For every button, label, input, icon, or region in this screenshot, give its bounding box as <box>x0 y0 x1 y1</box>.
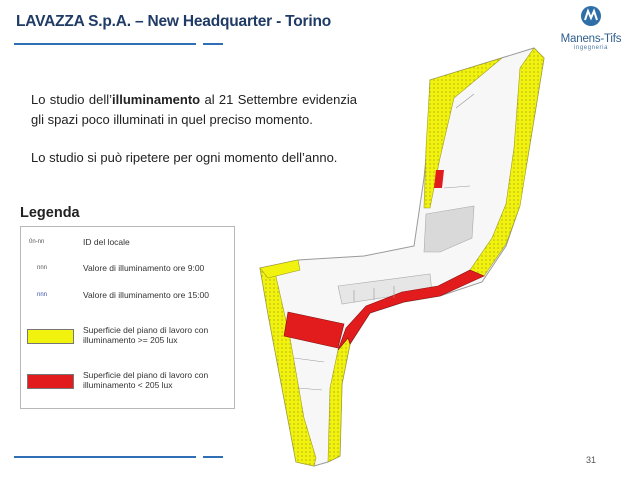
legend-symbol: nnn <box>37 292 48 298</box>
building-outline <box>260 48 544 466</box>
second-paragraph: Lo studio si può ripetere per ogni momento dell’anno. <box>31 150 338 165</box>
yellow-swatch <box>27 329 74 344</box>
intro-text-end: al 21 Settembre evidenzia gli spazi poco illuminati in quel preciso momento. <box>31 92 357 127</box>
legend-symbol: nnn <box>37 265 48 271</box>
intro-text-start: Lo studio dell’ <box>31 92 112 107</box>
company-logo <box>556 5 626 49</box>
legend-symbol: 0n-nn <box>29 239 45 245</box>
logo-name: Manens-Tifs <box>560 33 622 45</box>
floor-plan-illuminance-map <box>244 38 560 476</box>
footer-rule <box>14 456 196 458</box>
red-swatch <box>27 374 74 389</box>
legend-label: Valore di illuminamento ore 15:00 <box>83 290 209 300</box>
legend-box <box>20 226 235 409</box>
logo-subtitle: ingegneria <box>573 45 609 51</box>
intro-text-bold: illuminamento <box>111 92 201 107</box>
title-underline-accent <box>203 43 223 45</box>
legend-label: ID del locale <box>83 237 130 247</box>
page-number: 31 <box>585 455 596 465</box>
footer-rule-accent <box>203 456 223 458</box>
legend-title: Legenda <box>20 205 80 221</box>
logo-mark-icon <box>580 5 602 27</box>
legend-label: Superficie del piano di lavoro con illuminamento < 205 lux <box>83 370 209 390</box>
legend-label: Valore di illuminamento ore 9:00 <box>83 263 205 273</box>
title-underline <box>14 43 196 45</box>
slide-title: LAVAZZA S.p.A. – New Headquarter - Torino <box>16 13 332 30</box>
legend-label: Superficie del piano di lavoro con illuminamento >= 205 lux <box>83 325 209 345</box>
